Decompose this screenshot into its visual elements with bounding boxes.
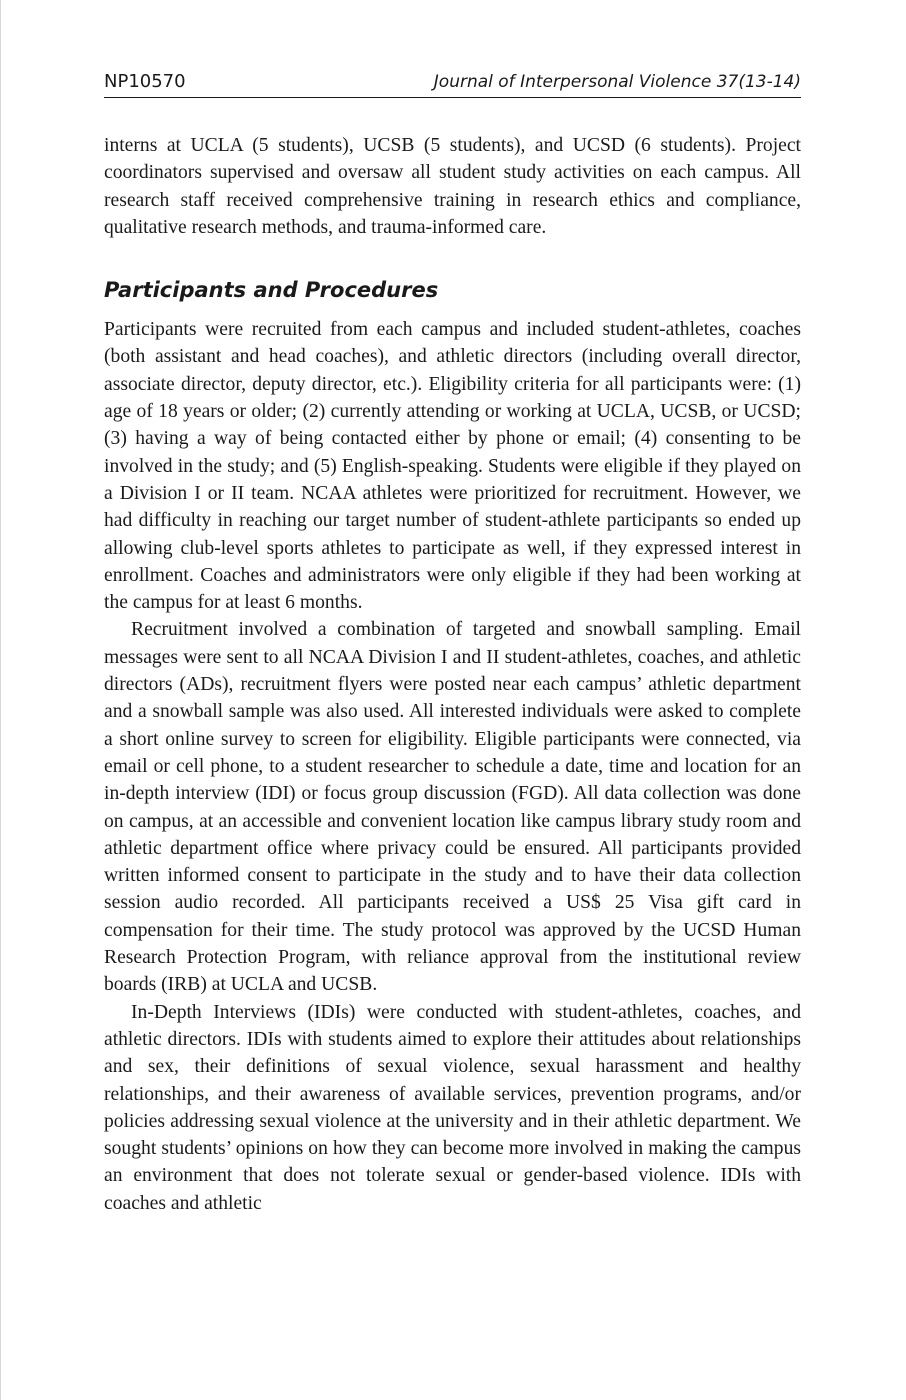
paragraph-recruitment: Recruitment involved a combination of targeted and snowball sampling. Email messages were sent to all NCAA Division I and II student-athletes, coaches, and athletic directors (ADs), recruitment flyers were posted near each campus’ athletic department and a snowball sample was also used. All interested individuals were asked to complete a short online survey to screen for eligibility. Eligible participants were connected, via email or cell phone, to a student researcher to schedule a date, time and location for an in-depth interview (IDI) or focus group discussion (FGD). All data collection was done on campus, at an accessible and convenient location like campus library study room and athletic department office where privacy could be ensured. All participants provided written informed consent to participate in the study and to have their data collection session audio recorded. All participants received a US$ 25 Visa gift card in compensation for their time. The study protocol was approved by the UCSD Human Research Protection Program, with reliance approval from the institutional review boards (IRB) at UCLA and UCSB. xyxy=(104,619,801,996)
running-header xyxy=(104,70,801,98)
section-heading: Participants and Procedures xyxy=(104,278,439,303)
page-identifier: NP10570 xyxy=(104,71,186,92)
paragraph-interviews: In-Depth Interviews (IDIs) were conducted with student-athletes, coaches, and athletic directors. IDIs with students aimed to explore their attitudes about relationships and sex, their definitions of sexual violence, sexual harassment and healthy relationships, and their awareness of available services, prevention programs, and/or policies addressing sexual violence at the university and in their athletic department. We sought students’ opinions on how they can become more involved in making the campus an environment that does not tolerate sexual or gender-based violence. IDIs with coaches and athletic xyxy=(104,1001,801,1214)
paragraph-continued: interns at UCLA (5 students), UCSB (5 students), and UCSD (6 students). Project coordinators supervised and oversaw all student study activities on each campus. All research staff received comprehensive training in research ethics and compliance, qualitative research methods, and trauma-informed care. xyxy=(104,135,801,238)
journal-citation: Journal of Interpersonal Violence 37(13-14) xyxy=(433,72,801,92)
page-edge xyxy=(0,0,1,1400)
journal-page xyxy=(104,70,801,1217)
article-body xyxy=(104,132,801,1217)
paragraph-participants: Participants were recruited from each campus and included student-athletes, coaches (both assistant and head coaches), and athletic directors (including overall director, associate director, deputy director, etc.). Eligibility criteria for all participants were: (1) age of 18 years or older; (2) currently attending or working at UCLA, UCSB, or UCSD; (3) having a way of being contacted either by phone or email; (4) consenting to be involved in the study; and (5) English-speaking. Students were eligible if they played on a Division I or II team. NCAA athletes were prioritized for recruitment. However, we had difficulty in reaching our target number of student-athlete participants so ended up allowing club-level sports athletes to participate as well, if they expressed interest in enrollment. Coaches and administrators were only eligible if they had been working at the campus for at least 6 months. xyxy=(104,319,801,614)
